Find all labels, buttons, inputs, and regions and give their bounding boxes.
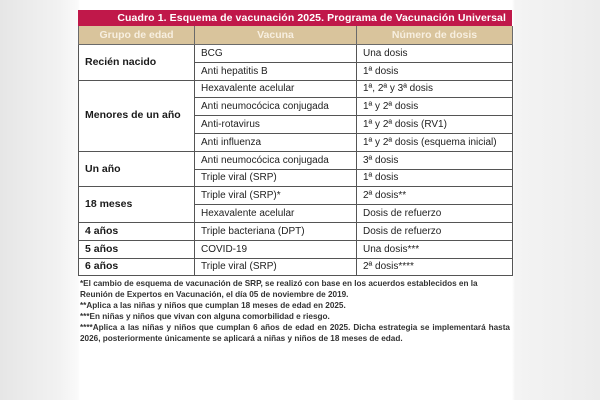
vaccine-cell: BCG (195, 45, 357, 63)
vaccine-cell: Anti influenza (195, 133, 357, 151)
dose-cell: 2ª dosis** (357, 187, 513, 205)
age-group-cell: Menores de un año (79, 80, 195, 151)
dose-cell: Dosis de refuerzo (357, 205, 513, 223)
table-row (79, 80, 513, 98)
dose-cell: 2ª dosis**** (357, 258, 513, 276)
age-group-cell: 6 años (79, 258, 195, 276)
dose-cell: Dosis de refuerzo (357, 222, 513, 240)
dose-cell: 1ª, 2ª y 3ª dosis (357, 80, 513, 98)
vaccine-cell: Hexavalente acelular (195, 80, 357, 98)
footnote-3: ***En niñas y niños que vivan con alguna comorbilidad e riesgo. (80, 312, 330, 322)
table-row (79, 151, 513, 169)
dose-cell: Una dosis (357, 45, 513, 63)
age-group-cell: 4 años (79, 222, 195, 240)
vaccine-cell: Anti neumocócica conjugada (195, 151, 357, 169)
dose-cell: 1ª y 2ª dosis (RV1) (357, 116, 513, 134)
vaccine-cell: Anti neumocócica conjugada (195, 98, 357, 116)
vaccination-table (78, 26, 513, 276)
table-row (79, 222, 513, 240)
dose-cell: 1ª y 2ª dosis (357, 98, 513, 116)
footnote-1: *El cambio de esquema de vacunación de SRP, se realizó con base en los acuerdos establecidos en la Reunión de Expertos en Vacunación, el día 05 de noviembre de 2019. (80, 279, 478, 300)
header-numero-dosis: Número de dosis (357, 26, 513, 45)
header-vacuna: Vacuna (195, 26, 357, 45)
vaccine-cell: Anti-rotavirus (195, 116, 357, 134)
age-group-cell: 5 años (79, 240, 195, 258)
table-row (79, 258, 513, 276)
vaccine-cell: Triple viral (SRP) (195, 169, 357, 187)
header-row (79, 26, 513, 45)
footnotes (78, 276, 512, 344)
dose-cell: 3ª dosis (357, 151, 513, 169)
table-title: Cuadro 1. Esquema de vacunación 2025. Programa de Vacunación Universal (78, 10, 512, 26)
dose-cell: 1ª dosis (357, 62, 513, 80)
vaccine-cell: Triple viral (SRP)* (195, 187, 357, 205)
vaccine-cell: Anti hepatitis B (195, 62, 357, 80)
table-row (79, 240, 513, 258)
vaccination-schedule-document (78, 10, 512, 344)
dose-cell: 1ª y 2ª dosis (esquema inicial) (357, 133, 513, 151)
vaccine-cell: COVID-19 (195, 240, 357, 258)
vaccine-cell: Triple bacteriana (DPT) (195, 222, 357, 240)
dose-cell: 1ª dosis (357, 169, 513, 187)
age-group-cell: Un año (79, 151, 195, 187)
vaccine-cell: Hexavalente acelular (195, 205, 357, 223)
dose-cell: Una dosis*** (357, 240, 513, 258)
header-grupo-edad: Grupo de edad (79, 26, 195, 45)
table-row (79, 187, 513, 205)
table-row (79, 45, 513, 63)
age-group-cell: Recién nacido (79, 45, 195, 81)
footnote-2: **Aplica a las niñas y niños que cumplan 18 meses de edad en 2025. (80, 301, 346, 311)
footnote-4: ****Aplica a las niñas y niños que cumplan 6 años de edad en 2025. Dicha estrategia se implementará hasta 2026, posteriormente únicamente se aplicará a niñas y niños de 18 meses de edad. (80, 323, 510, 344)
vaccine-cell: Triple viral (SRP) (195, 258, 357, 276)
age-group-cell: 18 meses (79, 187, 195, 223)
